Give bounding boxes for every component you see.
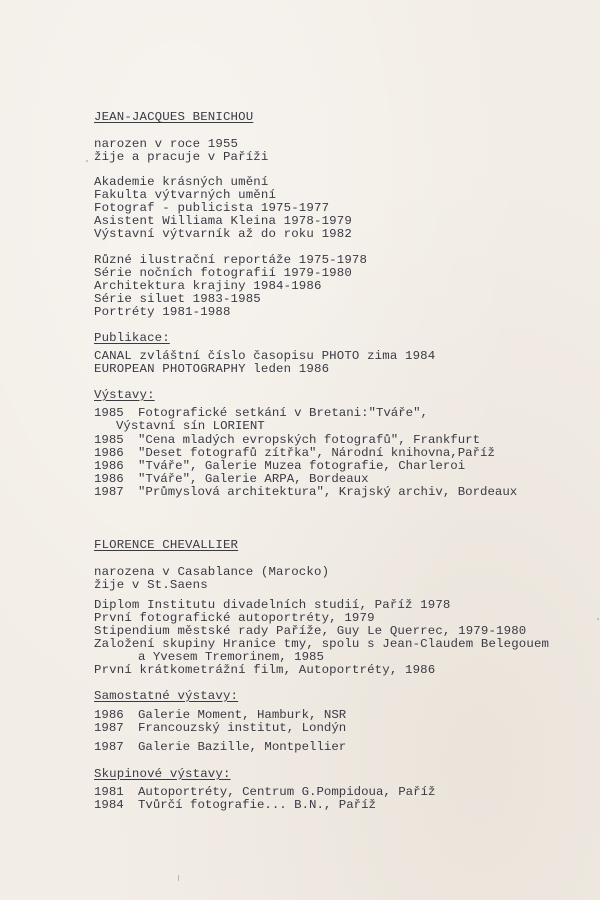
person1-work-line: Různé ilustrační reportáže 1975-1978 (94, 253, 368, 267)
person1-work-line: Architektura krajiny 1984-1986 (94, 279, 322, 293)
exhibition-text: "Tváře", Galerie ARPA, Bordeaux (138, 472, 369, 486)
exhibitions-heading: Výstavy: (94, 388, 155, 402)
person2-bio-line: narozena v Casablance (Marocko) (94, 565, 330, 579)
exhibition-year: 1986 (94, 446, 124, 460)
exhibition-text: "Cena mladých evropských fotografů", Frankfurt (138, 433, 481, 447)
person1-work-line: Série nočních fotografií 1979-1980 (94, 266, 352, 280)
exhibition-year: 1985 (94, 406, 124, 420)
person2-bio-line: žije v St.Saens (94, 578, 208, 592)
person1-name: JEAN-JACQUES BENICHOU (94, 110, 254, 124)
paper-speck (178, 875, 179, 881)
exhibition-text: Autoportréty, Centrum G.Pompidoua, Paříž (138, 785, 436, 799)
person1-education-line: Fakulta výtvarných umění (94, 188, 277, 202)
person1-bio-line: narozen v roce 1955 (94, 137, 239, 151)
exhibition-year: 1987 (94, 740, 124, 754)
exhibition-year: 1987 (94, 485, 124, 499)
person2-career-line: První krátkometrážní film, Autoportréty, 1986 (94, 663, 436, 677)
publication-line: CANAL zvláštní číslo časopisu PHOTO zima 1984 (94, 349, 436, 363)
person2-name: FLORENCE CHEVALLIER (94, 538, 239, 552)
exhibition-year: 1985 (94, 433, 124, 447)
person2-career-line: Stipendium městské rady Paříže, Guy Le Querrec, 1979-1980 (94, 624, 527, 638)
exhibition-year: 1986 (94, 708, 124, 722)
group-exhibitions-heading: Skupinové výstavy: (94, 767, 231, 781)
person1-bio-line: žije a pracuje v Paříži (94, 150, 269, 164)
exhibition-text: Galerie Bazille, Montpellier (138, 740, 347, 754)
paper-speck (597, 618, 599, 620)
publications-heading: Publikace: (94, 331, 170, 345)
solo-exhibitions-heading: Samostatné výstavy: (94, 689, 239, 703)
person2-career-line: Diplom Institutu divadelních studií, Paříž 1978 (94, 598, 451, 612)
exhibition-year: 1981 (94, 785, 124, 799)
exhibition-text: "Průmyslová architektura", Krajský archiv, Bordeaux (138, 485, 518, 499)
person1-education-line: Výstavní výtvarník až do roku 1982 (94, 227, 352, 241)
person1-work-line: Portréty 1981-1988 (94, 305, 231, 319)
person2-career-line: a Yvesem Tremorinem, 1985 (138, 650, 324, 664)
exhibition-text-continued: Výstavní sín LORIENT (116, 419, 265, 433)
person1-education-line: Akademie krásných umění (94, 175, 269, 189)
person2-career-line: První fotografické autoportréty, 1979 (94, 611, 375, 625)
person1-education-line: Asistent Williama Kleina 1978-1979 (94, 214, 352, 228)
exhibition-text: Galerie Moment, Hamburk, NSR (138, 708, 347, 722)
exhibition-text: "Tváře", Galerie Muzea fotografie, Charleroi (138, 459, 466, 473)
exhibition-year: 1986 (94, 472, 124, 486)
person1-work-line: Série siluet 1983-1985 (94, 292, 261, 306)
exhibition-year: 1986 (94, 459, 124, 473)
person2-career-line: Založení skupiny Hranice tmy, spolu s Jean-Claudem Belegouem (94, 637, 550, 651)
exhibition-text: Tvůrčí fotografie... B.N., Paříž (138, 798, 376, 812)
exhibition-text: Francouzský institut, Londýn (138, 721, 347, 735)
exhibition-text: Fotografické setkání v Bretani:"Tváře", (138, 406, 428, 420)
exhibition-year: 1987 (94, 721, 124, 735)
publication-line: EUROPEAN PHOTOGRAPHY leden 1986 (94, 362, 330, 376)
person1-education-line: Fotograf - publicista 1975-1977 (94, 201, 330, 215)
paper-speck (86, 160, 88, 162)
exhibition-text: "Deset fotografů zítřka", Národní knihovna,Paříž (138, 446, 495, 460)
exhibition-year: 1984 (94, 798, 124, 812)
